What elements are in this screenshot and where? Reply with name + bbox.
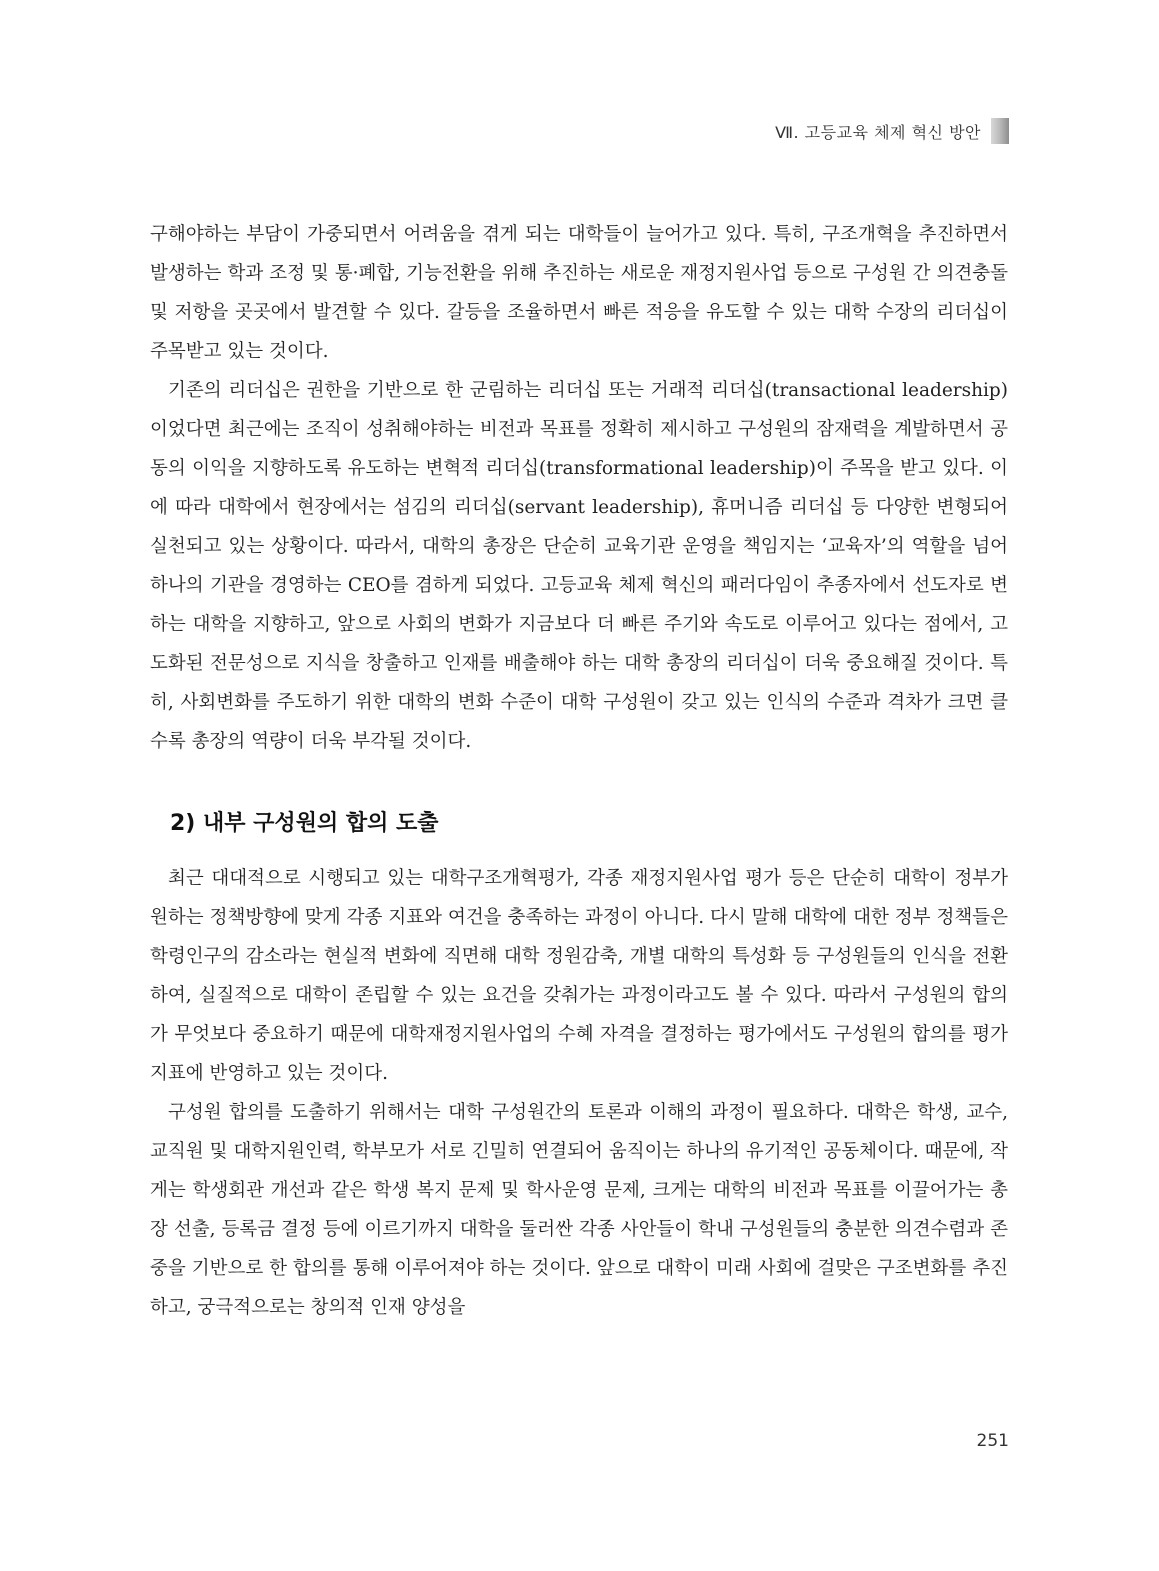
running-title: Ⅶ. 고등교육 체제 혁신 방안 [775,122,981,142]
page-body [150,215,1008,1327]
header-decorative-bar [991,118,1009,144]
paragraph-continuation: 구해야하는 부담이 가중되면서 어려움을 겪게 되는 대학들이 늘어가고 있다. 특히, 구조개혁을 추진하면서 발생하는 학과 조정 및 통·폐합, 기능전환을 위해 추진하는 새로운 재정지원사업 등으로 구성원 간 의견충돌 및 저항을 곳곳에서 발견할 수 있다. 갈등을 조율하면서 빠른 적응을 유도할 수 있는 대학 수장의 리더십이 주목받고 있는 것이다. [150,224,1008,362]
paragraph-leadership: 기존의 리더십은 권한을 기반으로 한 군림하는 리더십 또는 거래적 리더십(transactional leadership)이었다면 최근에는 조직이 성취해야하는 비전과 목표를 정확히 제시하고 구성원의 잠재력을 계발하면서 공동의 이익을 지향하도록 유도하는 변혁적 리더십(transformational leadership)이 주목을 받고 있다. 이에 따라 대학에서 현장에서는 섬김의 리더십(servant leadership), 휴머니즘 리더십 등 다양한 변형되어 실천되고 있는 상황이다. 따라서, 대학의 총장은 단순히 교육기관 운영을 책임지는 ‘교육자’의 역할을 넘어 하나의 기관을 경영하는 CEO를 겸하게 되었다. 고등교육 체제 혁신의 패러다임이 추종자에서 선도자로 변하는 대학을 지향하고, 앞으로 사회의 변화가 지금보다 더 빠른 주기와 속도로 이루어고 있다는 점에서, 고도화된 전문성으로 지식을 창출하고 인재를 배출해야 하는 대학 총장의 리더십이 더욱 중요해질 것이다. 특히, 사회변화를 주도하기 위한 대학의 변화 수준이 대학 구성원이 갖고 있는 인식의 수준과 격차가 크면 클수록 총장의 역량이 더욱 부각될 것이다. [150,380,1008,752]
page-number: 251 [976,1431,1009,1451]
section-heading: 2) 내부 구성원의 합의 도출 [170,811,439,836]
running-header [775,118,1009,144]
paragraph-consensus: 구성원 합의를 도출하기 위해서는 대학 구성원간의 토론과 이해의 과정이 필요하다. 대학은 학생, 교수, 교직원 및 대학지원인력, 학부모가 서로 긴밀히 연결되어 움직이는 하나의 유기적인 공동체이다. 때문에, 작게는 학생회관 개선과 같은 학생 복지 문제 및 학사운영 문제, 크게는 대학의 비전과 목표를 이끌어가는 총장 선출, 등록금 결정 등에 이르기까지 대학을 둘러싼 각종 사안들이 학내 구성원들의 충분한 의견수렴과 존중을 기반으로 한 합의를 통해 이루어져야 하는 것이다. 앞으로 대학이 미래 사회에 걸맞은 구조변화를 추진하고, 궁극적으로는 창의적 인재 양성을 [150,1102,1008,1318]
paragraph-evaluation: 최근 대대적으로 시행되고 있는 대학구조개혁평가, 각종 재정지원사업 평가 등은 단순히 대학이 정부가 원하는 정책방향에 맞게 각종 지표와 여건을 충족하는 과정이 아니다. 다시 말해 대학에 대한 정부 정책들은 학령인구의 감소라는 현실적 변화에 직면해 대학 정원감축, 개별 대학의 특성화 등 구성원들의 인식을 전환하여, 실질적으로 대학이 존립할 수 있는 요건을 갖춰가는 과정이라고도 볼 수 있다. 따라서 구성원의 합의가 무엇보다 중요하기 때문에 대학재정지원사업의 수혜 자격을 결정하는 평가에서도 구성원의 합의를 평가지표에 반영하고 있는 것이다. [150,868,1008,1084]
